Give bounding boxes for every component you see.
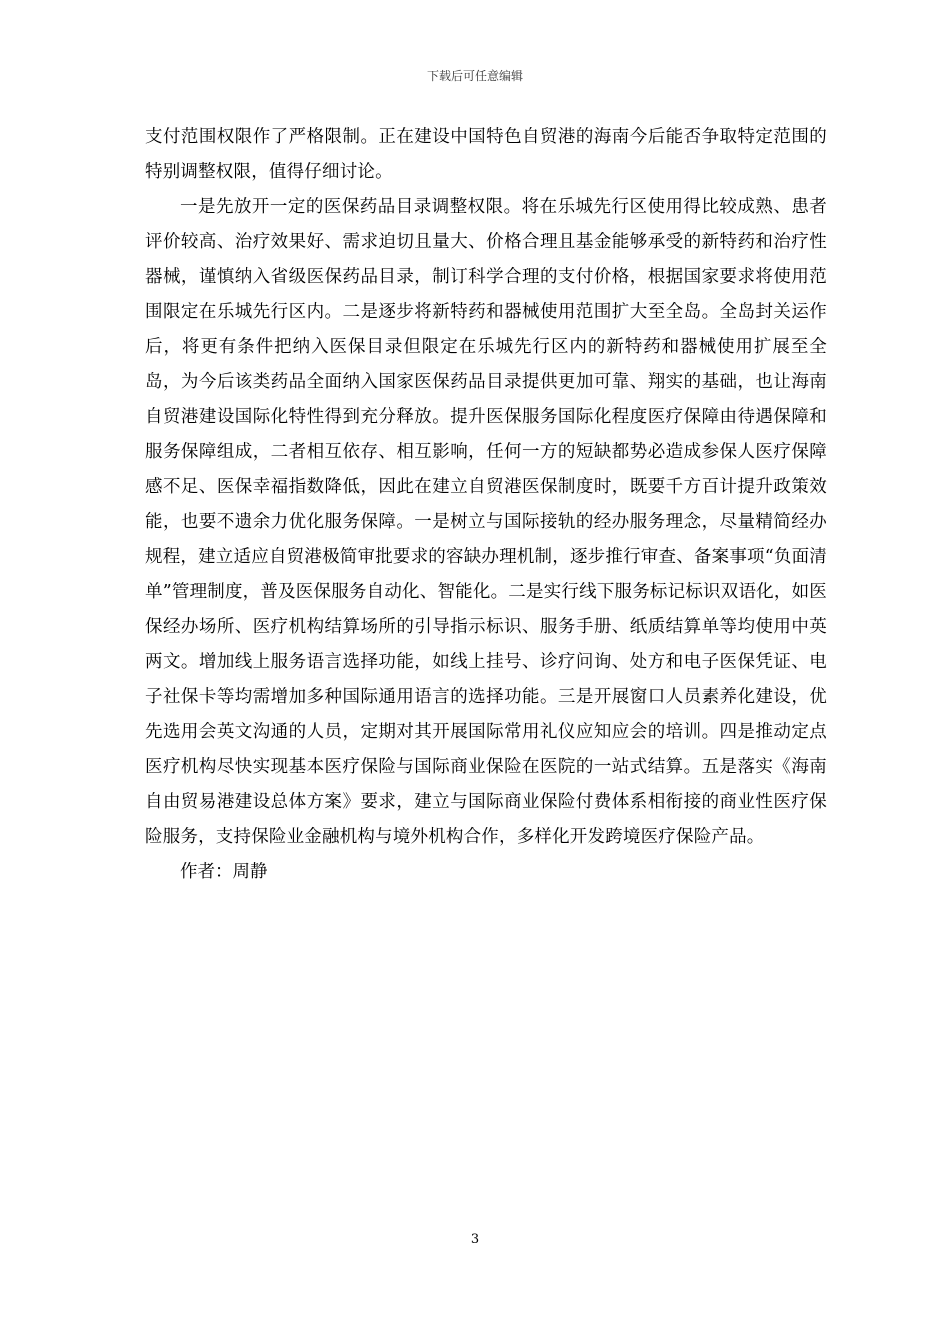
author-line: 作者：周静 <box>180 862 268 882</box>
paragraph-main: 一是先放开一定的医保药品目录调整权限。将在乐城先行区使用得比较成熟、患者评价较高、治疗效果好、需求迫切且量大、价格合理且基金能够承受的新特药和治疗性器械，谨慎纳入省级医保药品目录，制订科学合理的支付价格，根据国家要求将使用范围限定在乐城先行区内。二是逐步将新特药和器械使用范围扩大至全岛。全岛封关运作后，将更有条件把纳入医保目录但限定在乐城先行区内的新特药和器械使用扩展至全岛，为今后该类药品全面纳入国家医保药品目录提供更加可靠、翔实的基础，也让海南自贸港建设国际化特性得到充分释放。提升医保服务国际化程度医疗保障由待遇保障和服务保障组成，二者相互依存、相互影响，任何一方的短缺都势必造成参保人医疗保障感不足、医保幸福指数降低，因此在建立自贸港医保制度时，既要千方百计提升政策效能，也要不遗余力优化服务保障。一是树立与国际接轨的经办服务理念，尽量精简经办规程，建立适应自贸港极简审批要求的容缺办理机制，逐步推行审查、备案事项“负面清单”管理制度，普及医保服务自动化、智能化。二是实行线下服务标记标识双语化，如医保经办场所、医疗机构结算场所的引导指示标识、服务手册、纸质结算单等均使用中英两文。增加线上服务语言选择功能，如线上挂号、诊疗问询、处方和电子医保凭证、电子社保卡等均需增加多种国际通用语言的选择功能。三是开展窗口人员素养化建设，优先选用会英文沟通的人员，定期对其开展国际常用礼仪应知应会的培训。四是推动定点医疗机构尽快实现基本医疗保险与国际商业保险在医院的一站式结算。五是落实《海南自由贸易港建设总体方案》要求，建立与国际商业保险付费体系相衔接的商业性医疗保险服务，支持保险业金融机构与境外机构合作，多样化开发跨境医疗保险产品。 <box>145 197 827 847</box>
paragraph-continuation: 支付范围权限作了严格限制。正在建设中国特色自贸港的海南今后能否争取特定范围的特别调整权限，值得仔细讨论。 <box>145 127 827 182</box>
page-header: 下载后可任意编辑 <box>426 69 523 83</box>
document-body <box>145 120 827 890</box>
page-number: 3 <box>470 1232 480 1247</box>
